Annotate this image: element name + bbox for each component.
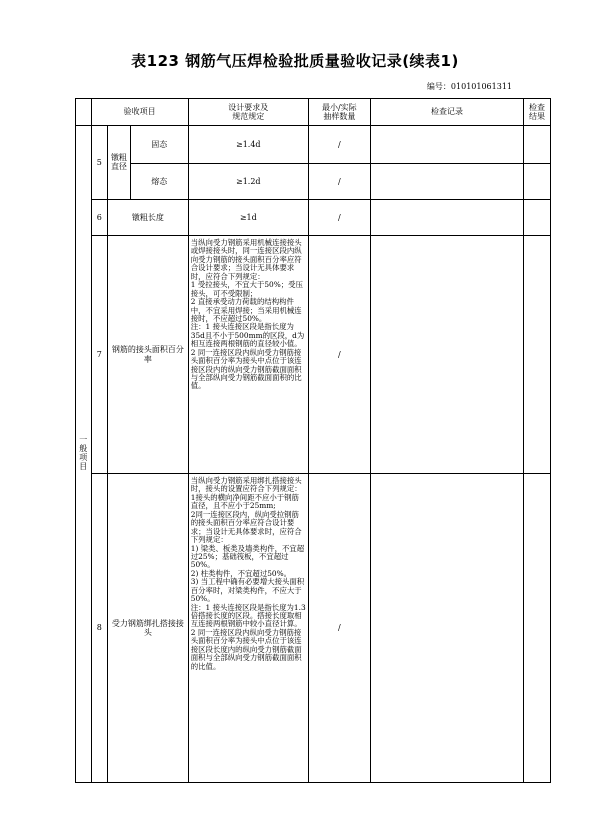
check-result[interactable] (524, 126, 551, 164)
table-row (76, 236, 551, 474)
header-item: 验收项目 (91, 99, 188, 126)
header-result: 检查 结果 (524, 99, 551, 126)
table-row (76, 164, 551, 200)
row-label: 受力钢筋绑扎搭接接头 (108, 474, 189, 783)
requirement: 当纵向受力钢筋采用机械连接接头或焊接接头时，同一连接区段内纵向受力钢筋的接头面积百分率应符合设计要求；当设计无具体要求时，应符合下列规定： 1 受拉接头，不宜大于50%；受压接头，可不受限制； 2 直接承受动力荷载的结构构件中，不宜采用焊接；当采用机械连接时，不应超过50%。 注：1 接头连接区段是指长度为35d且不小于500mm的区段，d为相互连接两根钢筋的直径较小值。 2 同一连接区段内纵向受力钢筋接头面积百分率为接头中点位于该连接区段内的纵向受力钢筋截面面积与全部纵向受力钢筋截面面积的比值。 (188, 236, 308, 474)
table-row (76, 200, 551, 236)
inspection-table (75, 98, 551, 783)
check-record[interactable] (370, 236, 523, 474)
sub-label: 熔态 (130, 164, 188, 200)
sample-count: / (308, 126, 370, 164)
row-label: 钢筋的接头面积百分率 (108, 236, 189, 474)
page-title: 表123 钢筋气压焊检验批质量验收记录(续表1) (131, 52, 459, 70)
check-result[interactable] (524, 164, 551, 200)
section-label: 一般项目 (76, 126, 92, 783)
check-record[interactable] (370, 474, 523, 783)
header-req: 设计要求及 规范规定 (188, 99, 308, 126)
row-number: 5 (91, 126, 108, 200)
check-record[interactable] (370, 126, 523, 164)
table-row (76, 126, 551, 164)
sample-count: / (308, 236, 370, 474)
check-result[interactable] (524, 474, 551, 783)
header-corner (76, 99, 92, 126)
requirement: ≥1d (188, 200, 308, 236)
header-record: 检查记录 (370, 99, 523, 126)
sub-label: 固态 (130, 126, 188, 164)
check-result[interactable] (524, 236, 551, 474)
requirement: ≥1.4d (188, 126, 308, 164)
row-number: 7 (91, 236, 108, 474)
requirement: ≥1.2d (188, 164, 308, 200)
sample-count: / (308, 200, 370, 236)
check-record[interactable] (370, 164, 523, 200)
header-row (76, 99, 551, 126)
requirement: 当纵向受力钢筋采用绑扎搭接接头时，接头的设置应符合下列规定： 1接头的横向净间距不应小于钢筋直径，且不应小于25mm; 2同一连接区段内，纵向受拉钢筋的接头面积百分率应符合设计要求；当设计无具体要求时，应符合下列规定： 1) 梁类、板类及墙类构件，不宜超过25%；基础筏板，不宜超过50%。 2) 柱类构件，不宜超过50%。 3) 当工程中确有必要增大接头面积百分率时，对梁类构件，不应大于50%。 注：1 接头连接区段是指长度为1.3倍搭接长度的区段。搭接长度取相互连接两根钢筋中较小直径计算。 2 同一连接区段内纵向受力钢筋接头面积百分率为接头中点位于该连接区段长度内的纵向受力钢筋截面面积与全部纵向受力钢筋截面面积的比值。 (188, 474, 308, 783)
check-result[interactable] (524, 200, 551, 236)
row-label: 镦粗直径 (108, 126, 131, 200)
sample-count: / (308, 474, 370, 783)
row-number: 8 (91, 474, 108, 783)
table-row (76, 474, 551, 783)
header-sample: 最小/实际 抽样数量 (308, 99, 370, 126)
sample-count: / (308, 164, 370, 200)
row-number: 6 (91, 200, 108, 236)
form-code: 编号：010101061311 (426, 82, 512, 91)
check-record[interactable] (370, 200, 523, 236)
row-label: 镦粗长度 (108, 200, 189, 236)
